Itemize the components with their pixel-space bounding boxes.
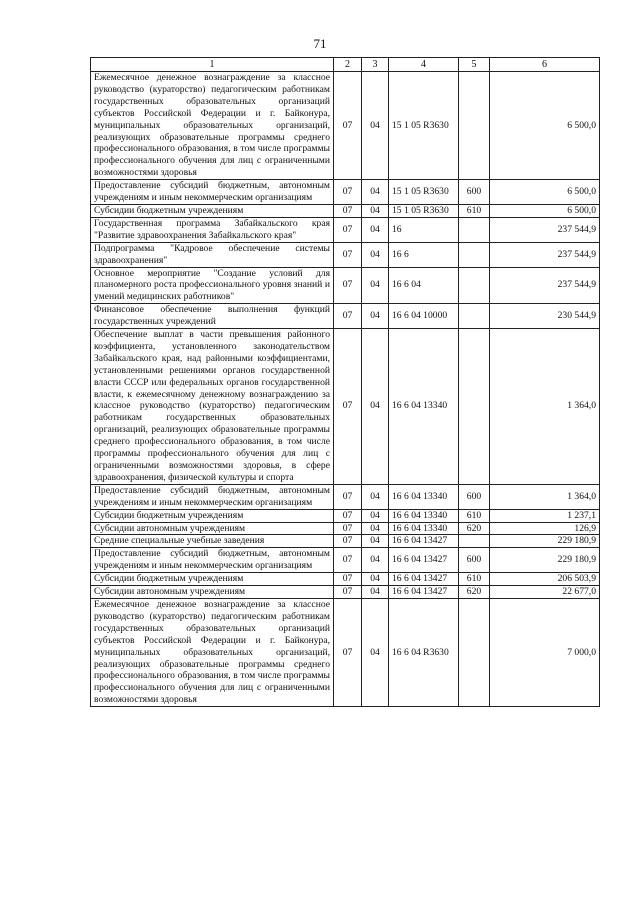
cell-amount: 1 237,1 bbox=[490, 509, 600, 522]
cell-amount: 229 180,9 bbox=[490, 548, 600, 573]
cell-name: Предоставление субсидий бюджетным, автономным учреждениям и иным некоммерческим организациям bbox=[91, 484, 334, 509]
cell-expense-type bbox=[459, 304, 490, 329]
cell-section: 07 bbox=[334, 180, 362, 205]
cell-subsection: 04 bbox=[362, 573, 389, 586]
cell-amount: 6 500,0 bbox=[490, 204, 600, 217]
cell-expense-type bbox=[459, 242, 490, 267]
cell-section: 07 bbox=[334, 204, 362, 217]
cell-target-article: 15 1 05 R3630 bbox=[389, 72, 459, 180]
cell-target-article: 16 bbox=[389, 217, 459, 242]
cell-section: 07 bbox=[334, 535, 362, 548]
cell-target-article: 16 6 04 13340 bbox=[389, 509, 459, 522]
cell-subsection: 04 bbox=[362, 598, 389, 706]
cell-expense-type bbox=[459, 217, 490, 242]
cell-amount: 126,9 bbox=[490, 522, 600, 535]
cell-subsection: 04 bbox=[362, 509, 389, 522]
cell-subsection: 04 bbox=[362, 522, 389, 535]
cell-subsection: 04 bbox=[362, 329, 389, 485]
cell-expense-type: 610 bbox=[459, 573, 490, 586]
cell-expense-type bbox=[459, 329, 490, 485]
cell-name: Обеспечение выплат в части превышения районного коэффициента, установленного законодательством Забайкальского края, над районными коэффициентами, установленными решениями органов государственной власти СССР или федеральных органов государственной власти, к ежемесячному денежному вознаграждению за классное руководство (кураторство) педагогическим работникам государственных образовательных организаций, реализующих образовательные программы среднего профессионального образования, в том числе программы профессионального обучения для лиц с ограниченными возможностями здоровья, в сфере здравоохранения, физической культуры и спорта bbox=[91, 329, 334, 485]
cell-section: 07 bbox=[334, 304, 362, 329]
table-row bbox=[91, 573, 600, 586]
cell-amount: 230 544,9 bbox=[490, 304, 600, 329]
cell-name: Субсидии бюджетным учреждениям bbox=[91, 509, 334, 522]
cell-amount: 229 180,9 bbox=[490, 535, 600, 548]
table-row bbox=[91, 586, 600, 599]
cell-expense-type: 600 bbox=[459, 548, 490, 573]
cell-section: 07 bbox=[334, 598, 362, 706]
cell-target-article: 16 6 04 13427 bbox=[389, 586, 459, 599]
cell-name: Ежемесячное денежное вознаграждение за классное руководство (кураторство) педагогическим работникам государственных образовательных организаций субъектов Российской Федерации и г. Байконура, муниципальных образовательных организаций, реализующих образовательные программы среднего профессионального образования, в том числе программы профессионального обучения для лиц с ограниченными возможностями здоровья bbox=[91, 72, 334, 180]
cell-section: 07 bbox=[334, 509, 362, 522]
cell-name: Субсидии бюджетным учреждениям bbox=[91, 573, 334, 586]
cell-section: 07 bbox=[334, 522, 362, 535]
cell-section: 07 bbox=[334, 242, 362, 267]
table-row bbox=[91, 204, 600, 217]
cell-section: 07 bbox=[334, 329, 362, 485]
table-row bbox=[91, 242, 600, 267]
cell-expense-type: 600 bbox=[459, 180, 490, 205]
cell-amount: 22 677,0 bbox=[490, 586, 600, 599]
cell-name: Субсидии автономным учреждениям bbox=[91, 586, 334, 599]
cell-target-article: 16 6 04 13427 bbox=[389, 573, 459, 586]
cell-target-article: 16 6 04 13340 bbox=[389, 329, 459, 485]
table-row bbox=[91, 304, 600, 329]
cell-expense-type bbox=[459, 535, 490, 548]
cell-amount: 237 544,9 bbox=[490, 267, 600, 304]
column-header: 3 bbox=[362, 58, 389, 72]
table-row bbox=[91, 548, 600, 573]
cell-subsection: 04 bbox=[362, 267, 389, 304]
cell-target-article: 16 6 04 13340 bbox=[389, 484, 459, 509]
cell-expense-type: 620 bbox=[459, 522, 490, 535]
cell-subsection: 04 bbox=[362, 72, 389, 180]
cell-section: 07 bbox=[334, 484, 362, 509]
cell-target-article: 16 6 04 bbox=[389, 267, 459, 304]
cell-subsection: 04 bbox=[362, 242, 389, 267]
cell-target-article: 16 6 04 R3630 bbox=[389, 598, 459, 706]
table-row bbox=[91, 484, 600, 509]
cell-expense-type: 600 bbox=[459, 484, 490, 509]
table-row bbox=[91, 598, 600, 706]
cell-section: 07 bbox=[334, 72, 362, 180]
table-row bbox=[91, 267, 600, 304]
table-row bbox=[91, 180, 600, 205]
column-header: 5 bbox=[459, 58, 490, 72]
column-header: 1 bbox=[91, 58, 334, 72]
cell-name: Государственная программа Забайкальского края "Развитие здравоохранения Забайкальского края" bbox=[91, 217, 334, 242]
cell-expense-type: 610 bbox=[459, 509, 490, 522]
cell-name: Предоставление субсидий бюджетным, автономным учреждениям и иным некоммерческим организациям bbox=[91, 548, 334, 573]
cell-name: Средние специальные учебные заведения bbox=[91, 535, 334, 548]
cell-section: 07 bbox=[334, 267, 362, 304]
table-row bbox=[91, 329, 600, 485]
table-row bbox=[91, 72, 600, 180]
cell-subsection: 04 bbox=[362, 204, 389, 217]
table-row bbox=[91, 522, 600, 535]
page-number: 71 bbox=[313, 36, 327, 51]
cell-target-article: 16 6 04 13340 bbox=[389, 522, 459, 535]
cell-section: 07 bbox=[334, 586, 362, 599]
cell-name: Предоставление субсидий бюджетным, автономным учреждениям и иным некоммерческим организациям bbox=[91, 180, 334, 205]
cell-amount: 6 500,0 bbox=[490, 72, 600, 180]
column-header: 4 bbox=[389, 58, 459, 72]
cell-amount: 7 000,0 bbox=[490, 598, 600, 706]
cell-expense-type bbox=[459, 72, 490, 180]
cell-amount: 237 544,9 bbox=[490, 242, 600, 267]
cell-target-article: 16 6 04 13427 bbox=[389, 535, 459, 548]
cell-section: 07 bbox=[334, 573, 362, 586]
table-row bbox=[91, 509, 600, 522]
cell-subsection: 04 bbox=[362, 535, 389, 548]
cell-subsection: 04 bbox=[362, 304, 389, 329]
cell-amount: 237 544,9 bbox=[490, 217, 600, 242]
cell-target-article: 16 6 bbox=[389, 242, 459, 267]
cell-subsection: 04 bbox=[362, 586, 389, 599]
table-row bbox=[91, 535, 600, 548]
cell-section: 07 bbox=[334, 217, 362, 242]
cell-name: Субсидии бюджетным учреждениям bbox=[91, 204, 334, 217]
cell-amount: 206 503,9 bbox=[490, 573, 600, 586]
column-header: 6 bbox=[490, 58, 600, 72]
cell-name: Основное мероприятие "Создание условий для планомерного роста профессионального уровня знаний и умений медицинских работников" bbox=[91, 267, 334, 304]
cell-target-article: 15 1 05 R3630 bbox=[389, 204, 459, 217]
cell-subsection: 04 bbox=[362, 484, 389, 509]
cell-name: Финансовое обеспечение выполнения функций государственных учреждений bbox=[91, 304, 334, 329]
table-row bbox=[91, 217, 600, 242]
cell-name: Подпрограмма "Кадровое обеспечение системы здравоохранения" bbox=[91, 242, 334, 267]
cell-target-article: 16 6 04 13427 bbox=[389, 548, 459, 573]
cell-expense-type: 610 bbox=[459, 204, 490, 217]
cell-name: Ежемесячное денежное вознаграждение за классное руководство (кураторство) педагогическим работникам государственных образовательных организаций субъектов Российской Федерации и г. Байконура, муниципальных образовательных организаций, реализующих образовательные программы среднего профессионального образования, в том числе программы профессионального обучения для лиц с ограниченными возможностями здоровья bbox=[91, 598, 334, 706]
cell-subsection: 04 bbox=[362, 180, 389, 205]
cell-amount: 1 364,0 bbox=[490, 329, 600, 485]
cell-expense-type bbox=[459, 598, 490, 706]
cell-subsection: 04 bbox=[362, 548, 389, 573]
cell-target-article: 15 1 05 R3630 bbox=[389, 180, 459, 205]
cell-subsection: 04 bbox=[362, 217, 389, 242]
cell-target-article: 16 6 04 10000 bbox=[389, 304, 459, 329]
cell-section: 07 bbox=[334, 548, 362, 573]
cell-name: Субсидии автономным учреждениям bbox=[91, 522, 334, 535]
cell-amount: 1 364,0 bbox=[490, 484, 600, 509]
budget-table bbox=[90, 57, 600, 707]
column-header: 2 bbox=[334, 58, 362, 72]
table-header-row bbox=[91, 58, 600, 72]
cell-expense-type bbox=[459, 267, 490, 304]
cell-expense-type: 620 bbox=[459, 586, 490, 599]
cell-amount: 6 500,0 bbox=[490, 180, 600, 205]
